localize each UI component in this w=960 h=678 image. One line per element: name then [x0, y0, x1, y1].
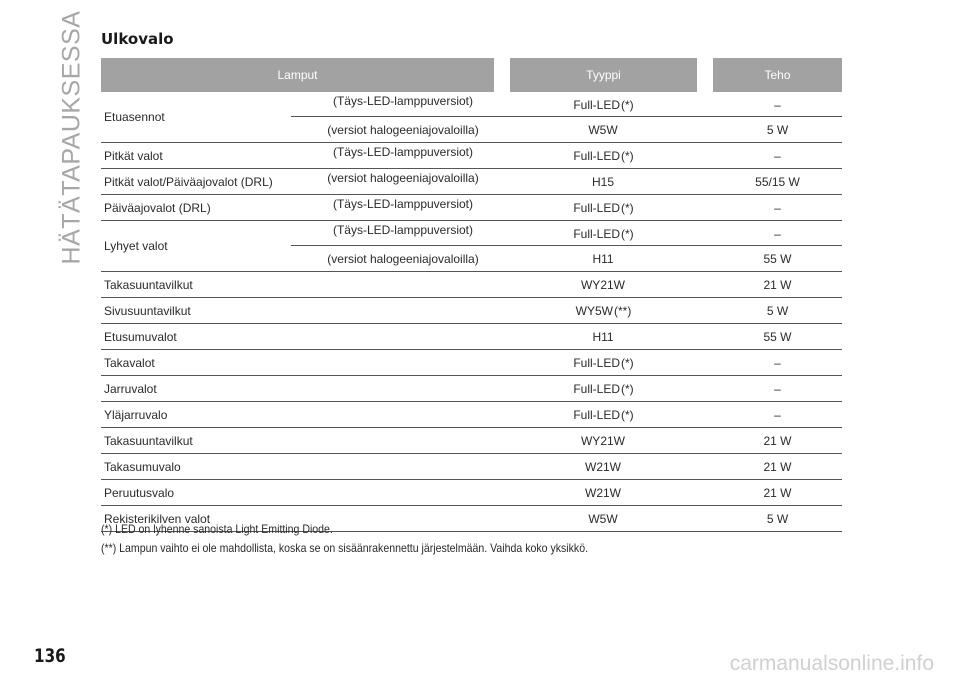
footnote-marker: (*)	[621, 148, 634, 163]
lamp-type-cell	[510, 324, 697, 349]
lamp-type: H11	[592, 251, 614, 266]
footnote-marker: (*)	[621, 226, 634, 241]
lamp-name: Etusumuvalot	[104, 329, 177, 344]
lamp-power: –	[774, 381, 781, 396]
lamp-power: 5 W	[766, 303, 789, 318]
lamp-power: 55 W	[763, 329, 792, 344]
footnotes	[101, 520, 842, 558]
lamp-type: H15	[591, 174, 614, 189]
footnote-marker: (**)	[614, 303, 632, 318]
chapter-side-title-text: HÄTÄTAPAUKSESSA	[57, 10, 86, 265]
lamp-type: Full-LED	[573, 97, 620, 112]
lamp-type-cell	[510, 402, 697, 427]
lamp-name: Takasuuntavilkut	[104, 433, 193, 448]
lamp-type-cell	[510, 376, 697, 401]
lamp-type-cell	[510, 454, 697, 479]
lamp-type-cell	[510, 221, 697, 246]
lamp-power: 5 W	[766, 122, 789, 137]
lamp-version	[321, 376, 485, 401]
table-row	[101, 272, 842, 298]
lamp-version: (versiot halogeeniajovaloilla)	[327, 170, 479, 185]
row-divider	[291, 245, 842, 246]
lamp-power: 55 W	[763, 251, 792, 266]
lamp-name: Päiväajovalot (DRL)	[104, 200, 211, 215]
lamp-type-cell	[510, 480, 697, 505]
table-row	[101, 324, 842, 350]
bulb-table	[101, 58, 842, 532]
lamp-version: (Täys-LED-lamppuversiot)	[332, 93, 474, 108]
column-header-type: Tyyppi	[510, 58, 697, 92]
lamp-name: Takasumuvalo	[104, 459, 181, 474]
column-header-power: Teho	[713, 58, 842, 92]
lamp-power: –	[774, 407, 781, 422]
table-row	[101, 350, 842, 376]
page-number: 136	[34, 645, 66, 667]
lamp-type-cell	[510, 298, 697, 323]
lamp-power: –	[774, 226, 781, 241]
lamp-type-cell	[510, 143, 697, 168]
footnote-marker: (*)	[621, 97, 634, 112]
lamp-version	[321, 324, 485, 349]
lamp-version: (Täys-LED-lamppuversiot)	[332, 196, 474, 211]
lamp-type-cell	[510, 117, 697, 142]
lamp-version: (versiot halogeeniajovaloilla)	[327, 251, 479, 266]
lamp-type: Full-LED	[573, 355, 620, 370]
section-title: Ulkovalo	[101, 30, 174, 48]
footnote-marker: (*)	[621, 200, 634, 215]
lamp-power: 21 W	[763, 459, 792, 474]
lamp-version: (Täys-LED-lamppuversiot)	[332, 222, 474, 237]
lamp-type: W21W	[585, 485, 621, 500]
lamp-power: 21 W	[763, 433, 792, 448]
lamp-type: Full-LED	[573, 407, 620, 422]
lamp-type: H11	[592, 329, 614, 344]
lamp-power: –	[774, 200, 781, 215]
lamp-type: W5W	[588, 511, 618, 526]
chapter-side-title	[52, 10, 92, 265]
lamp-power: –	[774, 148, 781, 163]
table-row	[101, 402, 842, 428]
lamp-power: 5 W	[766, 511, 789, 526]
lamp-name: Takavalot	[104, 355, 155, 370]
lamp-type-cell	[510, 169, 697, 194]
lamp-type: WY21W	[580, 277, 625, 292]
lamp-version	[321, 298, 485, 323]
lamp-name: Jarruvalot	[104, 381, 157, 396]
footnote: (*) LED on lyhenne sanoista Light Emitting Diode.	[101, 522, 333, 536]
lamp-type: Full-LED	[573, 381, 620, 396]
lamp-name: Yläjarruvalo	[104, 407, 168, 422]
lamp-version	[321, 350, 485, 375]
lamp-name: Pitkät valot/Päiväajovalot (DRL)	[104, 174, 273, 189]
lamp-type-cell	[510, 428, 697, 453]
lamp-version	[321, 480, 485, 505]
watermark: carmanualsonline.info	[729, 652, 934, 675]
lamp-name: Rekisterikilven valot	[104, 511, 211, 526]
lamp-version	[321, 272, 485, 297]
lamp-type: Full-LED	[573, 200, 620, 215]
lamp-power: 21 W	[763, 277, 792, 292]
table-row	[101, 298, 842, 324]
lamp-version	[321, 428, 485, 453]
lamp-type-cell	[510, 246, 697, 271]
table-row	[101, 454, 842, 480]
lamp-name: Sivusuuntavilkut	[104, 303, 191, 318]
lamp-name: Etuasennot	[104, 109, 165, 124]
lamp-name: Peruutusvalo	[104, 485, 175, 500]
lamp-version: (Täys-LED-lamppuversiot)	[332, 144, 474, 159]
lamp-version	[321, 454, 485, 479]
table-row	[101, 376, 842, 402]
column-header-lamp: Lamput	[101, 58, 494, 92]
table-row	[101, 480, 842, 506]
lamp-type: Full-LED	[573, 148, 620, 163]
footnote-marker: (*)	[621, 381, 634, 396]
lamp-version	[321, 402, 485, 427]
lamp-type-cell	[510, 195, 697, 220]
footnote-marker: (*)	[621, 407, 634, 422]
lamp-power: –	[774, 97, 781, 112]
lamp-power: 55/15 W	[755, 174, 800, 189]
lamp-version: (versiot halogeeniajovaloilla)	[327, 122, 479, 137]
row-divider	[291, 116, 842, 117]
lamp-type: W21W	[585, 459, 621, 474]
footnote: (**) Lampun vaihto ei ole mahdollista, koska se on sisäänrakennettu järjestelmään. Vaihda koko yksikkö.	[101, 541, 588, 555]
lamp-type: Full-LED	[573, 226, 620, 241]
footnote-marker: (*)	[621, 355, 634, 370]
table-row	[101, 428, 842, 454]
table-body	[101, 92, 842, 532]
lamp-type: WY21W	[580, 433, 625, 448]
table-row	[101, 221, 842, 272]
lamp-name: Takasuuntavilkut	[104, 277, 193, 292]
lamp-power: 21 W	[763, 485, 792, 500]
lamp-type: WY5W	[575, 303, 613, 318]
lamp-name: Lyhyet valot	[104, 238, 168, 253]
lamp-type-cell	[510, 92, 697, 117]
lamp-type-cell	[510, 350, 697, 375]
lamp-type-cell	[510, 272, 697, 297]
lamp-type: W5W	[588, 122, 618, 137]
table-row	[101, 92, 842, 143]
table-header	[101, 58, 842, 92]
lamp-name: Pitkät valot	[104, 148, 163, 163]
lamp-power: –	[774, 355, 781, 370]
